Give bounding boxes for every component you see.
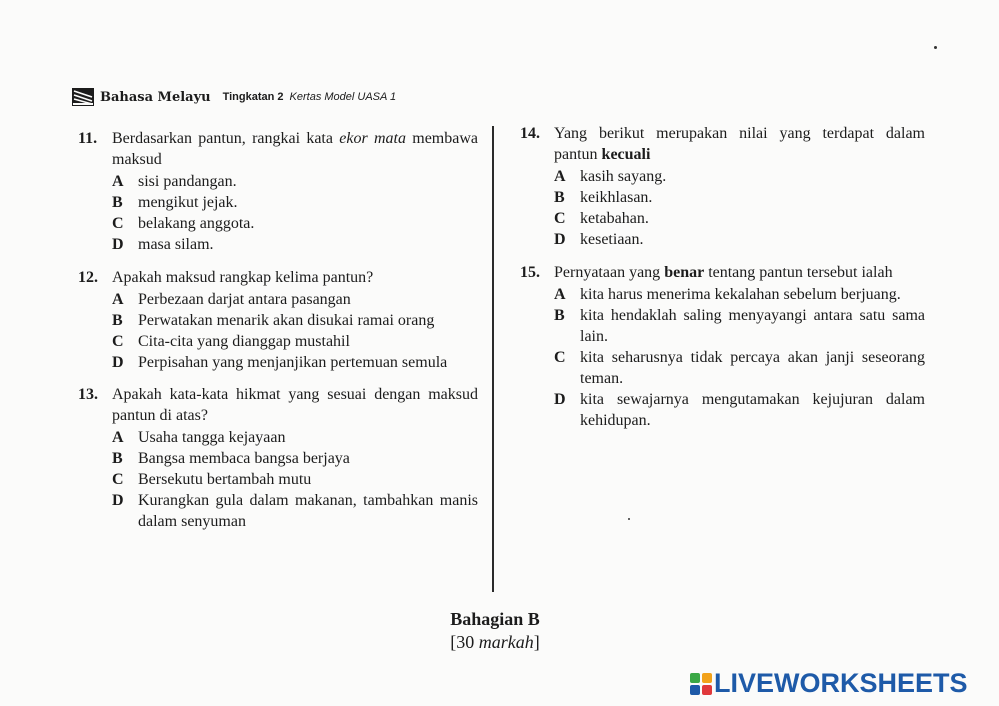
options-list <box>112 427 478 532</box>
option-b[interactable] <box>554 187 925 208</box>
option-letter: B <box>112 312 123 329</box>
section-title: Bahagian B <box>450 609 540 629</box>
option-letter: B <box>554 189 565 206</box>
marks-word: markah <box>478 632 534 652</box>
grade-label: Tingkatan 2 <box>222 91 284 103</box>
option-letter: B <box>112 450 123 467</box>
option-text: Perbezaan darjat antara pasangan <box>138 291 351 308</box>
option-text: kita seharusnya tidak percaya akan janji seseorang teman. <box>580 349 925 387</box>
question-14 <box>520 123 925 250</box>
option-letter: C <box>112 471 124 488</box>
scan-speck <box>628 518 630 520</box>
option-a[interactable] <box>112 171 478 192</box>
liveworksheets-text: LIVEWORKSHEETS <box>714 668 968 698</box>
option-c[interactable] <box>112 469 478 490</box>
question-11 <box>78 128 478 255</box>
publisher-logo-icon <box>72 88 94 106</box>
scan-speck <box>934 46 937 49</box>
page-header <box>72 86 396 108</box>
marks-open: [30 <box>450 632 479 652</box>
option-b[interactable] <box>112 310 478 331</box>
question-number: 15. <box>520 264 540 281</box>
paper-label: Kertas Model UASA 1 <box>289 91 397 103</box>
question-text: Apakah kata-kata hikmat yang sesuai dengan maksud pantun di atas? <box>112 386 478 424</box>
question-text-part: Berdasarkan pantun, rangkai kata <box>112 130 340 147</box>
options-list <box>112 289 478 373</box>
question-13 <box>78 384 478 532</box>
liveworksheets-logo-icon <box>690 673 712 695</box>
option-text: kita harus menerima kekalahan sebelum berjuang. <box>580 286 901 303</box>
option-letter: D <box>554 391 566 408</box>
option-c[interactable] <box>554 208 925 229</box>
question-15 <box>520 262 925 431</box>
option-d[interactable] <box>112 352 478 373</box>
question-text-part: Yang berikut merupakan nilai yang terdapat dalam pantun <box>554 125 925 163</box>
option-d[interactable] <box>112 234 478 255</box>
option-a[interactable] <box>112 289 478 310</box>
option-c[interactable] <box>112 331 478 352</box>
question-12 <box>78 267 478 373</box>
option-text: keikhlasan. <box>580 189 653 206</box>
option-text: Perwatakan menarik akan disukai ramai orang <box>138 312 435 329</box>
option-text: mengikut jejak. <box>138 194 238 211</box>
column-divider <box>492 126 494 592</box>
option-text: Cita-cita yang dianggap mustahil <box>138 333 350 350</box>
question-text-bold: benar <box>664 264 705 281</box>
option-d[interactable] <box>554 389 925 431</box>
option-b[interactable] <box>112 192 478 213</box>
option-text: sisi pandangan. <box>138 173 237 190</box>
option-letter: B <box>554 307 565 324</box>
option-letter: A <box>112 429 124 446</box>
option-d[interactable] <box>554 229 925 250</box>
question-text <box>554 123 925 165</box>
option-letter: C <box>554 210 566 227</box>
option-letter: C <box>112 333 124 350</box>
question-number: 13. <box>78 386 98 403</box>
right-column <box>520 123 925 431</box>
option-c[interactable] <box>554 347 925 389</box>
option-b[interactable] <box>112 448 478 469</box>
question-number: 12. <box>78 269 98 286</box>
option-c[interactable] <box>112 213 478 234</box>
option-text: kita sewajarnya mengutamakan kejujuran dalam kehidupan. <box>580 391 925 429</box>
options-list <box>112 171 478 255</box>
option-text: Perpisahan yang menjanjikan pertemuan semula <box>138 354 448 371</box>
option-letter: A <box>554 168 566 185</box>
option-text: masa silam. <box>138 236 214 253</box>
subject-title: Bahasa Melayu <box>100 89 211 105</box>
option-letter: D <box>112 492 124 509</box>
option-a[interactable] <box>554 284 925 305</box>
liveworksheets-watermark[interactable] <box>690 668 968 699</box>
options-list <box>554 284 925 431</box>
option-letter: B <box>112 194 123 211</box>
option-text: kita hendaklah saling menyayangi antara satu sama lain. <box>580 307 925 345</box>
question-number: 14. <box>520 125 540 142</box>
option-letter: C <box>554 349 566 366</box>
question-text-bold: kecuali <box>601 146 651 163</box>
option-text: kesetiaan. <box>580 231 644 248</box>
option-a[interactable] <box>112 427 478 448</box>
question-text-emphasis: ekor mata <box>339 130 406 147</box>
question-number: 11. <box>78 130 98 147</box>
option-letter: D <box>112 354 124 371</box>
option-letter: A <box>554 286 566 303</box>
question-text-part: tentang pantun tersebut ialah <box>704 264 893 281</box>
option-b[interactable] <box>554 305 925 347</box>
option-text: Usaha tangga kejayaan <box>138 429 286 446</box>
left-column <box>78 128 478 532</box>
option-letter: A <box>112 291 124 308</box>
option-letter: D <box>112 236 124 253</box>
option-text: Kurangkan gula dalam makanan, tambahkan manis dalam senyuman <box>138 492 478 530</box>
section-marks <box>400 631 590 654</box>
option-text: belakang anggota. <box>138 215 255 232</box>
option-letter: D <box>554 231 566 248</box>
marks-close: ] <box>533 632 540 652</box>
option-letter: A <box>112 173 124 190</box>
option-text: kasih sayang. <box>580 168 667 185</box>
option-d[interactable] <box>112 490 478 532</box>
option-text: Bersekutu bertambah mutu <box>138 471 312 488</box>
section-heading <box>400 608 590 654</box>
question-text <box>112 128 478 170</box>
option-text: ketabahan. <box>580 210 649 227</box>
question-text <box>554 262 925 283</box>
option-a[interactable] <box>554 166 925 187</box>
option-text: Bangsa membaca bangsa berjaya <box>138 450 350 467</box>
options-list <box>554 166 925 250</box>
option-letter: C <box>112 215 124 232</box>
question-text: Apakah maksud rangkap kelima pantun? <box>112 269 374 286</box>
question-text-part: Pernyataan yang <box>554 264 665 281</box>
question-text-part: membawa maksud <box>112 130 478 168</box>
